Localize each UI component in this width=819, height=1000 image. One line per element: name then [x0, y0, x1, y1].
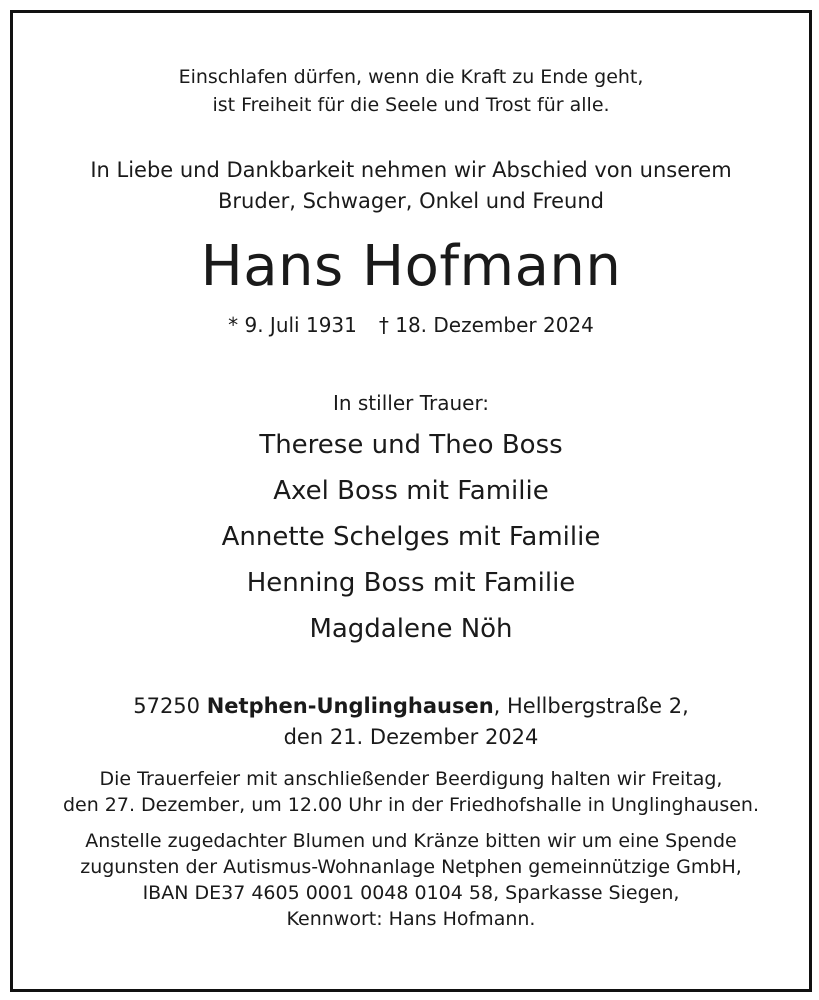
mourners-heading: In stiller Trauer:	[332, 391, 490, 415]
obituary-frame	[10, 10, 812, 992]
life-dates	[13, 311, 809, 339]
address-line	[13, 691, 809, 721]
mourner-name: Axel Boss mit Familie	[273, 476, 549, 506]
ceremony-line-1: Die Trauerfeier mit anschließender Beerdigung halten wir Freitag,	[99, 768, 723, 790]
donation-line-4: Kennwort: Hans Hofmann.	[286, 908, 536, 930]
intro-line-2: Bruder, Schwager, Onkel und Freund	[218, 189, 604, 213]
mourner-name: Therese und Theo Boss	[259, 430, 563, 460]
address-town: Netphen-Unglinghausen	[206, 694, 494, 718]
donation-line-2: zugunsten der Autismus-Wohnanlage Netphen gemeinnützige GmbH,	[80, 856, 742, 878]
address-date: den 21. Dezember 2024	[283, 725, 539, 749]
address-street: , Hellbergstraße 2,	[493, 694, 689, 718]
verse-line-1: Einschlafen dürfen, wenn die Kraft zu Ende geht,	[178, 66, 644, 88]
death-date: † 18. Dezember 2024	[378, 313, 594, 337]
intro-line-1: In Liebe und Dankbarkeit nehmen wir Abschied von unserem	[90, 158, 732, 182]
verse-line-2: ist Freiheit für die Seele und Trost für alle.	[212, 94, 610, 116]
mourner-name: Annette Schelges mit Familie	[221, 522, 601, 552]
ceremony-line-2: den 27. Dezember, um 12.00 Uhr in der Friedhofshalle in Unglinghausen.	[62, 794, 760, 816]
donation-line-3: IBAN DE37 4605 0001 0048 0104 58, Sparkasse Siegen,	[142, 882, 680, 904]
address-postcode: 57250	[133, 694, 201, 718]
mourner-name: Henning Boss mit Familie	[246, 568, 576, 598]
donation-line-1: Anstelle zugedachter Blumen und Kränze bitten wir um eine Spende	[85, 830, 737, 852]
birth-date: * 9. Juli 1931	[228, 313, 357, 337]
mourner-name: Magdalene Nöh	[309, 614, 513, 644]
deceased-name: Hans Hofmann	[200, 234, 622, 299]
